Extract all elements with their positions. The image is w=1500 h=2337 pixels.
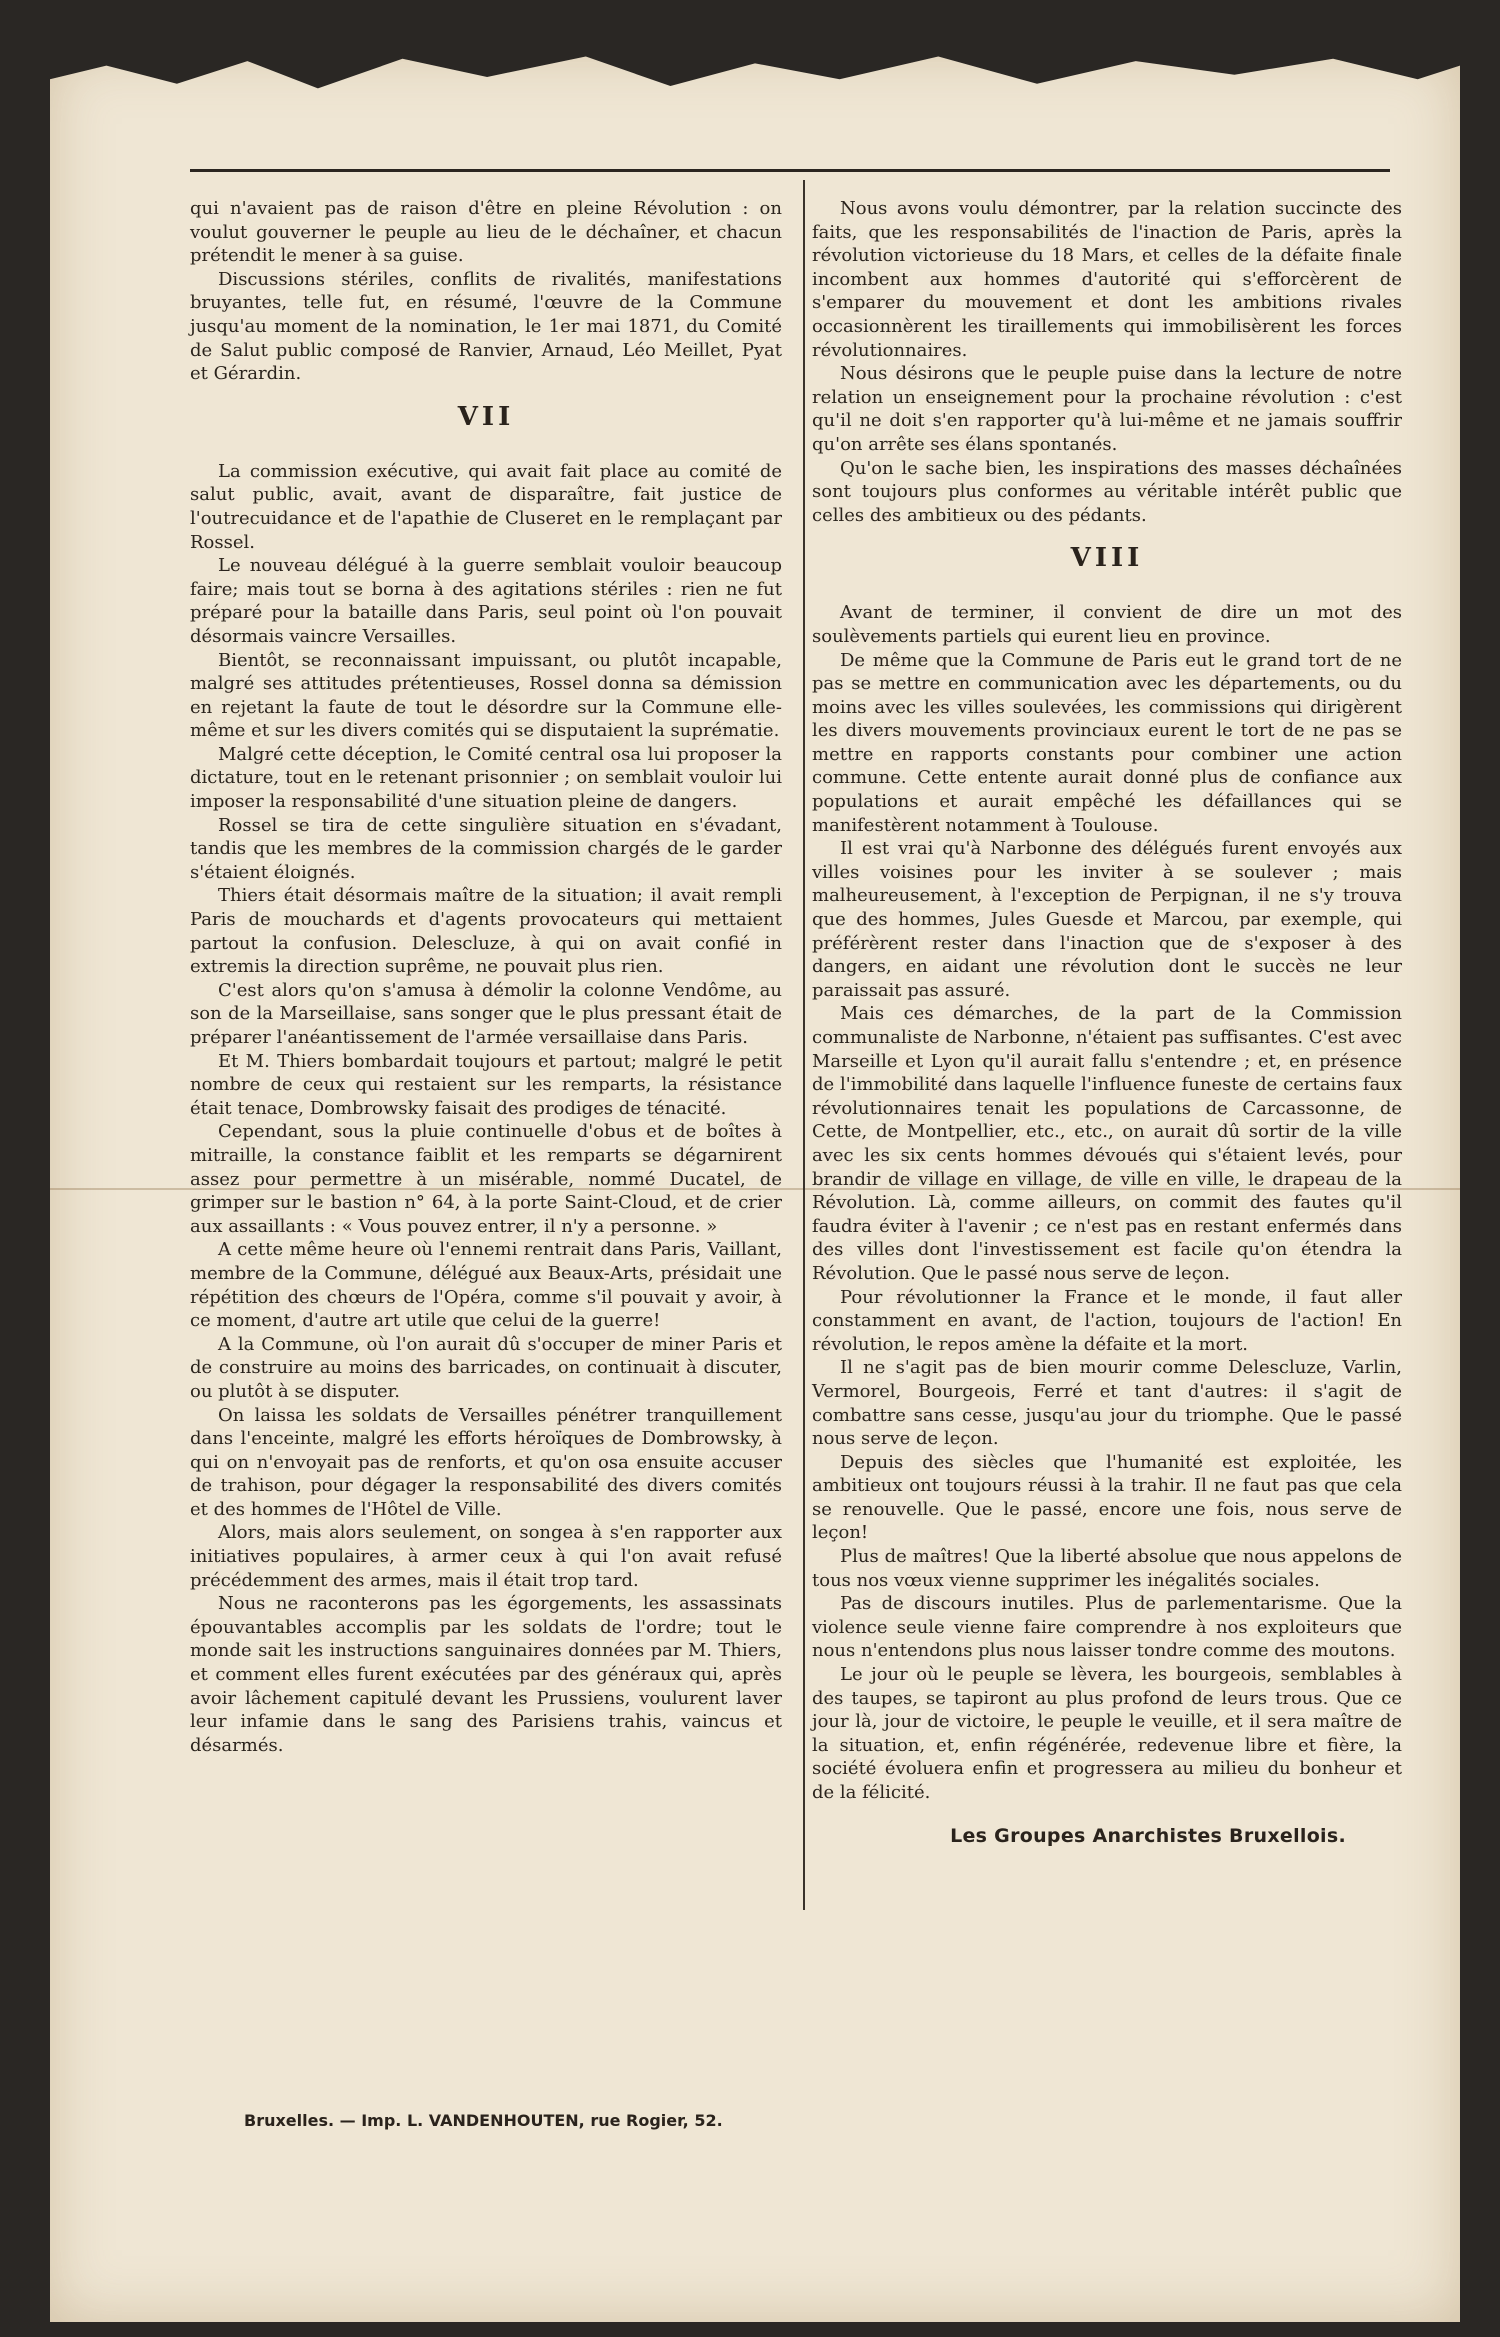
paragraph: Thiers était désormais maître de la situation; il avait rempli Paris de mouchards et d'agents provocateurs qui mettaient partout la confusion. Delescluze, à qui on avait confié in extremis la direction suprême, ne pouvait plus rien. (190, 885, 782, 978)
paragraph: Bientôt, se reconnaissant impuissant, ou plutôt incapable, malgré ses attitudes prétentieuses, Rossel donna sa démission en rejetant la faute de tout le désordre sur la Commune elle-même et sur les divers comités qui se disputaient la suprématie. (190, 649, 782, 742)
paragraph: Le nouveau délégué à la guerre semblait vouloir beaucoup faire; mais tout se borna à des agitations stériles : rien ne fut préparé pour la bataille dans Paris, seul point où l'on pouvait désormais vaincre Versailles. (190, 555, 782, 647)
column-divider (803, 180, 805, 1910)
paragraph: Rossel se tira de cette singulière situation en s'évadant, tandis que les membres de la commission chargés de le garder s'étaient éloignés. (190, 814, 782, 883)
paragraph: Pas de discours inutiles. Plus de parlementarisme. Que la violence seule vienne faire comprendre à nos exploiteurs que nous n'entendons plus nous laisser tondre comme des moutons. (812, 1593, 1402, 1662)
paragraph: De même que la Commune de Paris eut le grand tort de ne pas se mettre en communication avec les départements, ou du moins avec les villes soulevées, les commissions qui dirigèrent les divers mouvements provinciaux eurent le tort de ne pas se mettre en rapports constants pour combiner une action commune. Cette entente aurait donné plus de confiance aux populations et aurait empêché les défaillances qui se manifestèrent notamment à Toulouse. (812, 649, 1402, 836)
paragraph: Malgré cette déception, le Comité central osa lui proposer la dictature, tout en le retenant prisonnier ; on semblait vouloir lui imposer la responsabilité d'une situation pleine de dangers. (190, 743, 782, 813)
paragraph: A la Commune, où l'on aurait dû s'occuper de miner Paris et de construire au moins des barricades, on continuait à discuter, ou plutôt à se disputer. (190, 1333, 782, 1402)
paragraph: Depuis des siècles que l'humanité est exploitée, les ambitieux ont toujours réussi à la trahir. Il ne faut pas que cela se renouvelle. Que le passé, encore une fois, nous serve de leçon! (812, 1451, 1402, 1544)
paragraph: Qu'on le sache bien, les inspirations des masses déchaînées sont toujours plus conformes au véritable intérêt public que celles des ambitieux ou des pédants. (812, 457, 1402, 526)
paragraph: Nous désirons que le peuple puise dans la lecture de notre relation un enseignement pour la prochaine révolution : c'est qu'il ne doit s'en rapporter qu'à lui-même et ne jamais souffrir qu'on arrête ses élans spontanés. (812, 363, 1402, 455)
paragraph: Et M. Thiers bombardait toujours et partout; malgré le petit nombre de ceux qui restaient sur les remparts, la résistance était tenace, Dombrowsky faisait des prodiges de ténacité. (190, 1050, 782, 1119)
paragraph: Discussions stériles, conflits de rivalités, manifestations bruyantes, telle fut, en résumé, l'œuvre de la Commune jusqu'au moment de la nomination, le 1er mai 1871, du Comité de Salut public composé de Ranvier, Arnaud, Léo Meillet, Pyat et Gérardin. (190, 268, 782, 385)
paragraph: A cette même heure où l'ennemi rentrait dans Paris, Vaillant, membre de la Commune, délégué aux Beaux-Arts, présidait une répétition des chœurs de l'Opéra, comme s'il pouvait y avoir, à ce moment, d'autre art utile que celui de la guerre! (190, 1239, 782, 1332)
paragraph: Il ne s'agit pas de bien mourir comme Delescluze, Varlin, Vermorel, Bourgeois, Ferré et tant d'autres: il s'agit de combattre sans cesse, jusqu'au jour du triomphe. Que le passé nous serve de leçon. (812, 1357, 1402, 1450)
paragraph: Plus de maîtres! Que la liberté absolue que nous appelons de tous nos vœux vienne supprimer les inégalités sociales. (812, 1546, 1402, 1591)
paragraph: Alors, mais alors seulement, on songea à s'en rapporter aux initiatives populaires, à armer ceux à qui l'on avait refusé précédemment des armes, mais il était trop tard. (190, 1522, 782, 1591)
section-heading-vii: VII (457, 401, 515, 432)
paragraph: La commission exécutive, qui avait fait place au comité de salut public, avait, avant de disparaître, fait justice de l'outrecuidance et de l'apathie de Cluseret en le remplaçant par Rossel. (190, 460, 782, 553)
paragraph: Le jour où le peuple se lèvera, les bourgeois, semblables à des taupes, se tapiront au plus profond de leurs trous. Que ce jour là, jour de victoire, le peuple le veuille, et il sera maître de la situation, et, enfin régénérée, redevenue libre et fière, la société évoluera enfin et progressera au milieu du bonheur et de la félicité. (812, 1664, 1402, 1803)
right-column (812, 197, 1402, 1848)
paragraph: Cependant, sous la pluie continuelle d'obus et de boîtes à mitraille, la constance faiblit et les remparts se dégarnirent assez pour permettre à un misérable, nommé Ducatel, de grimper sur le bastion n° 64, à la porte Saint-Cloud, et de crier aux assaillants : « Vous pouvez entrer, il n'y a personne. » (190, 1121, 782, 1237)
left-column (190, 197, 782, 1757)
paragraph: Mais ces démarches, de la part de la Commission communaliste de Narbonne, n'étaient pas suffisantes. C'est avec Marseille et Lyon qu'il aurait fallu s'entendre ; et, en présence de l'immobilité dans laquelle l'influence funeste de certains faux révolutionnaires tenait les populations de Carcassonne, de Cette, de Montpellier, etc., etc., on aurait dû sortir de la ville avec les six cents hommes dévoués qui s'étaient levés, pour brandir de village en village, de ville en ville, le drapeau de la Révolution. Là, comme ailleurs, on commit des fautes qu'il faudra éviter à l'avenir ; ce n'est pas en restant enfermés dans des villes dont l'investissement est facile qu'on étendra la Révolution. Que le passé nous serve de leçon. (812, 1003, 1402, 1284)
paragraph: qui n'avaient pas de raison d'être en pleine Révolution : on voulut gouverner le peuple au lieu de le déchaîner, et chacun prétendit le mener à sa guise. (190, 198, 782, 267)
printer-imprint: Bruxelles. — Imp. L. VANDENHOUTEN, rue Rogier, 52. (244, 2111, 723, 2130)
paragraph: Pour révolutionner la France et le monde, il faut aller constamment en avant, de l'action, toujours de l'action! En révolution, le repos amène la défaite et la mort. (812, 1286, 1402, 1355)
paragraph: Nous ne raconterons pas les égorgements, les assassinats épouvantables accomplis par les soldats de l'ordre; tout le monde sait les instructions sanguinaires données par M. Thiers, et comment elles furent exécutées par des généraux qui, après avoir lâchement capitulé devant les Prussiens, voulurent laver leur infamie dans le sang des Parisiens trahis, vaincus et désarmés. (190, 1593, 782, 1756)
paragraph: Nous avons voulu démontrer, par la relation succincte des faits, que les responsabilités de l'inaction de Paris, après la révolution victorieuse du 18 Mars, et celles de la défaite finale incombent aux hommes d'autorité qui s'efforcèrent de s'emparer du mouvement et dont les ambitions rivales occasionnèrent les tiraillements qui immobilisèrent les forces révolutionnaires. (812, 198, 1402, 361)
signature: Les Groupes Anarchistes Bruxellois. (950, 1824, 1346, 1847)
paragraph: Il est vrai qu'à Narbonne des délégués furent envoyés aux villes voisines pour les inviter à se soulever ; mais malheureusement, à l'exception de Perpignan, il ne s'y trouva que des hommes, Jules Guesde et Marcou, par exemple, qui préférèrent rester dans l'inaction que de s'exposer à des dangers, en aidant une révolution dont le succès ne leur paraissait pas assuré. (812, 838, 1402, 1001)
paragraph: On laissa les soldats de Versailles pénétrer tranquillement dans l'enceinte, malgré les efforts héroïques de Dombrowsky, à qui on n'envoyait pas de renforts, et qu'on osa ensuite accuser de trahison, pour dégager la responsabilité des divers comités et des hommes de l'Hôtel de Ville. (190, 1404, 782, 1520)
section-heading-viii: VIII (1070, 543, 1144, 574)
paragraph: Avant de terminer, il convient de dire un mot des soulèvements partiels qui eurent lieu en province. (812, 602, 1402, 647)
header-rule (190, 169, 1390, 172)
paragraph: C'est alors qu'on s'amusa à démolir la colonne Vendôme, au son de la Marseillaise, sans songer que le plus pressant était de préparer l'anéantissement de l'armée versaillaise dans Paris. (190, 979, 782, 1048)
